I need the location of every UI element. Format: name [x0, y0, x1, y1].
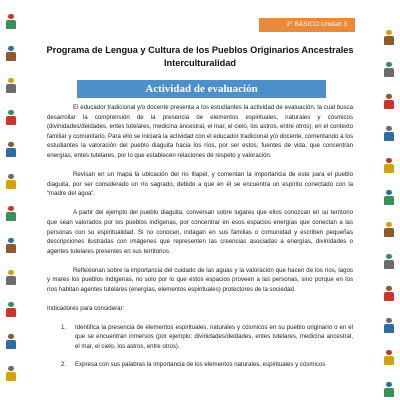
activity-body — [47, 103, 353, 379]
figure-head — [386, 158, 392, 163]
figure-head — [8, 14, 14, 19]
figure-body — [384, 132, 394, 141]
figure-body — [384, 196, 394, 205]
indicators-label: Indicadores para considerar: — [47, 305, 125, 313]
figure-body — [384, 356, 394, 365]
figure-head — [8, 270, 14, 275]
figure-body — [384, 228, 394, 237]
indigenous-figure-icon — [4, 78, 18, 93]
figure-body — [6, 308, 16, 317]
figure-body — [6, 276, 16, 285]
indigenous-figure-icon — [382, 318, 396, 333]
indigenous-figure-icon — [382, 382, 396, 397]
grade-unit-badge: 2° BÁSICO Unidad 3 — [259, 18, 355, 32]
list-item-text: Identifica la presencia de elementos espirituales, naturales y cósmicos en su pueblo originario o en el que se encuentran inmersos (por ejemplo: divinidades/deidades, entes tutelares, medicina ancestral, el mar, el cielo, los astros, entre otros). — [75, 323, 353, 350]
indigenous-figure-icon — [4, 206, 18, 221]
list-item — [61, 360, 353, 370]
indigenous-figure-icon — [4, 334, 18, 349]
indigenous-figure-icon — [382, 190, 396, 205]
figure-body — [6, 212, 16, 221]
figure-head — [386, 382, 392, 387]
figure-head — [8, 142, 14, 147]
list-item — [61, 323, 353, 352]
figure-body — [6, 244, 16, 253]
indigenous-figure-icon — [4, 174, 18, 189]
figure-body — [6, 180, 16, 189]
indigenous-figure-icon — [382, 286, 396, 301]
indigenous-figure-icon — [382, 158, 396, 173]
figure-head — [386, 94, 392, 99]
program-header — [0, 44, 400, 70]
paragraph-intro: El educador tradicional y/o docente presenta a los estudiantes la actividad de evaluación, la cual busca desarrollar la comprensión de la presencia de elementos espirituales, naturales y cósmicos (divinidades/deidades, entes tutelares, medicina ancestral, el mar, el cielo, los astros, entre otros), en el contexto familiar y comunitario. Para ello se iniciará la actividad con el educador tradicional y/o docente, comentando a los estudiantes la valoración del pueblo diaguita hacia los ríos, por ser estos, fuentes de vida, que concentran energías, entes tutelares, por lo que establecen relaciones de respeto y valoración. — [47, 104, 353, 159]
indigenous-figure-icon — [382, 30, 396, 45]
indigenous-figure-icon — [4, 270, 18, 285]
indigenous-figure-icon — [382, 222, 396, 237]
figure-body — [384, 260, 394, 269]
figure-head — [386, 254, 392, 259]
activity-title-banner: Actividad de evaluación — [77, 80, 326, 98]
figure-head — [386, 126, 392, 131]
figure-body — [6, 372, 16, 381]
indigenous-figure-icon — [382, 94, 396, 109]
indigenous-figure-icon — [4, 366, 18, 381]
indigenous-figure-icon — [4, 142, 18, 157]
figure-head — [386, 350, 392, 355]
figure-head — [8, 174, 14, 179]
figure-head — [386, 190, 392, 195]
paragraph-example: A partir del ejemplo del pueblo diaguita, conversan sobre lugares que ellos conozcan en su territorio que sean valorados por los pueblos indígenas, por concentrar en esos espacios energías que conectan a las personas con su espiritualidad. Si no conocen, indagan en sus familias o comunidad y escriben pequeñas descripciones ilustradas con imágenes que representen las creencias asociadas a energías, divinidades o agentes tutelares presentes en sus territorios. — [47, 209, 353, 255]
indigenous-figure-icon — [382, 126, 396, 141]
program-subtitle: Interculturalidad — [164, 58, 236, 68]
program-title: Programa de Lengua y Cultura de los Pueblos Originarios Ancestrales — [46, 45, 354, 55]
indigenous-figure-icon — [4, 238, 18, 253]
figure-body — [6, 116, 16, 125]
figure-body — [384, 164, 394, 173]
figure-head — [8, 110, 14, 115]
figure-body — [6, 340, 16, 349]
figure-head — [386, 30, 392, 35]
indigenous-figure-icon — [4, 302, 18, 317]
list-item-number: 2. — [61, 361, 67, 369]
figure-head — [8, 206, 14, 211]
figure-head — [386, 318, 392, 323]
figure-body — [384, 100, 394, 109]
list-item-number: 1. — [61, 323, 67, 331]
figure-head — [386, 286, 392, 291]
figure-head — [8, 366, 14, 371]
paragraph-map: Revisan en un mapa la ubicación del río Illapel, y comentan la importancia de este para el pueblo diaguita, por ser considerado un río sagrado, debido a que en él se encuentra un espíritu conectado con la “madre del agua”. — [47, 171, 353, 198]
figure-body — [384, 388, 394, 397]
indigenous-figure-icon — [382, 350, 396, 365]
figure-head — [8, 334, 14, 339]
figure-body — [384, 324, 394, 333]
indigenous-figure-icon — [382, 254, 396, 269]
figure-body — [6, 84, 16, 93]
figure-body — [6, 148, 16, 157]
figure-head — [8, 78, 14, 83]
paragraph-reflection: Reflexionan sobre la importancia del cuidado de las aguas y la valoración que hacen de los ríos, lagos y mares los pueblos indígenas, no solo por lo que estos espacios proveen a las personas, sino porque en los ríos habitan agentes tutelares (energías, elementos espirituales) protectores de la sociedad. — [47, 266, 353, 293]
list-item-text: Expresa con sus palabras la importancia de los elementos naturales, espirituales y cósmicos — [75, 361, 326, 369]
indicators-list — [61, 323, 353, 370]
indigenous-figure-icon — [4, 14, 18, 29]
figure-head — [8, 238, 14, 243]
figure-body — [384, 292, 394, 301]
indigenous-figure-icon — [4, 110, 18, 125]
figure-head — [8, 302, 14, 307]
figure-body — [6, 20, 16, 29]
figure-head — [386, 222, 392, 227]
